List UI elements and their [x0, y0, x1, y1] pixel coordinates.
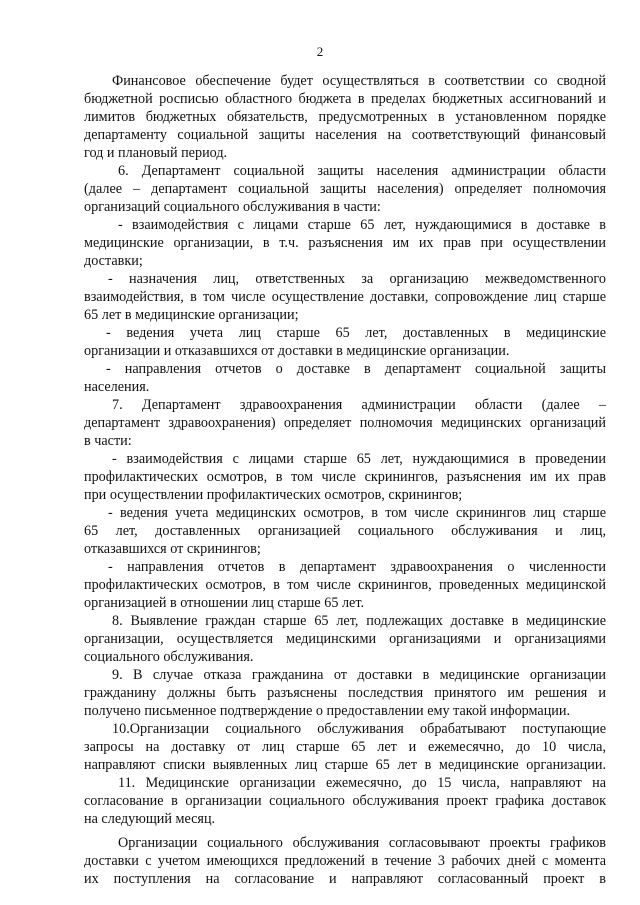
paragraph-line: департаменту социальной защиты населения на соответствующий финансовый: [84, 127, 606, 143]
paragraph-line: организации и отказавшихся от доставки в медицинские организации.: [84, 343, 510, 359]
paragraph-line: - назначения лиц, ответственных за организацию межведомственного: [108, 271, 606, 287]
paragraph-line: 8. Выявление граждан старше 65 лет, подлежащих доставке в медицинские: [112, 613, 606, 629]
paragraph-line: (далее – департамент социальной защиты населения) определяет полномочия: [84, 181, 606, 197]
paragraph-line: организаций социального обслуживания в части:: [84, 199, 381, 215]
paragraph-line: 10.Организации социального обслуживания обрабатывают поступающие: [112, 721, 606, 737]
paragraph-line: - взаимодействия с лицами старше 65 лет, нуждающимися в доставке в: [118, 217, 606, 233]
paragraph-line: - ведения учета медицинских осмотров, в том числе скринингов лиц старше: [108, 505, 606, 521]
paragraph-line: доставки;: [84, 253, 143, 269]
paragraph-line: департамент здравоохранения) определяет полномочия медицинских организаций: [84, 415, 606, 431]
paragraph-line: социального обслуживания.: [84, 649, 254, 665]
paragraph-line: 9. В случае отказа гражданина от доставки в медицинские организации: [112, 667, 606, 683]
page-number: 2: [316, 44, 324, 59]
paragraph-line: населения.: [84, 379, 150, 395]
paragraph-line: 6. Департамент социальной защиты населения администрации области: [118, 163, 606, 179]
paragraph-line: получено письменное подтверждение о предоставлении ему такой информации.: [84, 703, 571, 719]
paragraph-line: 65 лет, доставленных организацией социального обслуживания и лиц,: [84, 523, 606, 539]
paragraph-line: 65 лет в медицинские организации;: [84, 307, 299, 323]
paragraph-line: согласование в организации социального обслуживания проект графика доставок: [84, 793, 606, 809]
paragraph-line: - направления отчетов о доставке в департамент социальной защиты: [106, 361, 606, 377]
paragraph-line: отказавшихся от скринингов;: [84, 541, 261, 557]
paragraph-line: медицинские организации, в т.ч. разъяснения им их прав при осуществлении: [84, 235, 606, 251]
paragraph-line: профилактических осмотров, в том числе скринингов, проведенных медицинской: [84, 577, 606, 593]
paragraph-line: 7. Департамент здравоохранения администрации области (далее –: [112, 397, 606, 413]
paragraph-line: взаимодействия, в том числе осуществление доставки, сопровождение лиц старше: [84, 289, 606, 305]
paragraph-line: в части:: [84, 433, 132, 449]
paragraph-line: при осуществлении профилактических осмотров, скринингов;: [84, 487, 463, 503]
paragraph-line: - взаимодействия с лицами старше 65 лет, нуждающимися в проведении: [112, 451, 606, 467]
paragraph-line: организацией в отношении лиц старше 65 лет.: [84, 595, 365, 611]
paragraph-line: Финансовое обеспечение будет осуществляться в соответствии со сводной: [112, 73, 606, 89]
paragraph-line: Организации социального обслуживания согласовывают проекты графиков: [118, 835, 606, 851]
paragraph-line: бюджетной росписью областного бюджета в пределах бюджетных ассигнований и: [84, 91, 606, 107]
paragraph-line: профилактических осмотров, в том числе скринингов, разъяснения им их прав: [84, 469, 606, 485]
paragraph-line: 11. Медицинские организации ежемесячно, до 15 числа, направляют на: [118, 775, 606, 791]
paragraph-line: - ведения учета лиц старше 65 лет, доставленных в медицинские: [106, 325, 606, 341]
paragraph-line: запросы на доставку от лиц старше 65 лет и ежемесячно, до 10 числа,: [84, 739, 606, 755]
paragraph-line: доставки с учетом имеющихся предложений в течение 3 рабочих дней с момента: [84, 853, 606, 869]
paragraph-line: на следующий месяц.: [84, 811, 216, 827]
paragraph-line: организации, осуществляется медицинскими организациями и организациями: [84, 631, 606, 647]
paragraph-line: их поступления на согласование и направляют согласованный проект в: [84, 871, 606, 887]
paragraph-line: лимитов бюджетных обязательств, предусмотренных в установленном порядке: [84, 109, 606, 125]
paragraph-line: гражданину должны быть разъяснены последствия принятого им решения и: [84, 685, 606, 701]
paragraph-line: направляют списки выявленных лиц старше 65 лет в медицинские организации.: [84, 757, 606, 773]
paragraph-line: - направления отчетов в департамент здравоохранения о численности: [108, 559, 606, 575]
paragraph-line: год и плановый период.: [84, 145, 228, 161]
